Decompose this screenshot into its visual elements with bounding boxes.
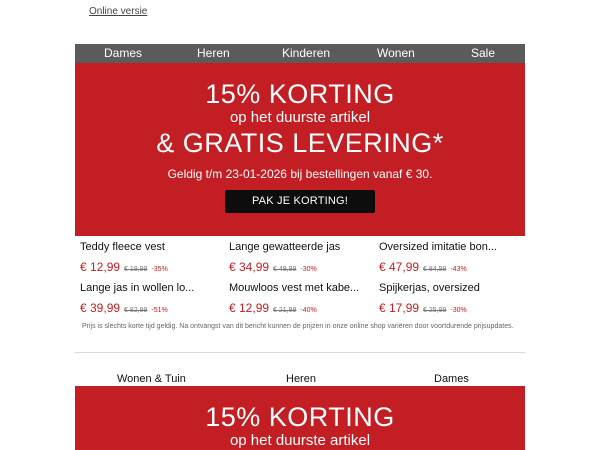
product-name[interactable]: Teddy fleece vest <box>80 241 165 253</box>
product-name[interactable]: Lange jas in wollen lo... <box>80 282 195 294</box>
nav-item-sale[interactable]: Sale <box>471 46 496 60</box>
nav-item-wonen[interactable]: Wonen <box>377 46 415 60</box>
product-price: € 47,99 <box>379 260 420 274</box>
product-prices <box>229 301 369 315</box>
promo-headline: 15% KORTING <box>205 402 395 432</box>
product-name[interactable]: Oversized imitatie bon... <box>379 241 497 253</box>
product-price: € 39,99 <box>80 301 121 315</box>
product-discount: -40% <box>300 307 317 314</box>
online-version-link[interactable]: Online versie <box>89 6 148 17</box>
product-card[interactable] <box>80 240 220 274</box>
promo-subline: op het duurste artikel <box>229 432 371 449</box>
product-discount: -30% <box>300 266 317 273</box>
section-divider <box>75 352 525 353</box>
product-prices <box>379 301 519 315</box>
product-price: € 34,99 <box>229 260 270 274</box>
product-name[interactable]: Lange gewatteerde jas <box>229 241 341 253</box>
product-discount: -51% <box>151 307 168 314</box>
nav-item-dames[interactable]: Dames <box>104 46 143 60</box>
product-discount: -35% <box>151 266 168 273</box>
product-old-price: € 49,99 <box>273 266 297 273</box>
product-prices <box>379 260 519 274</box>
nav-item-kinderen[interactable]: Kinderen <box>282 46 331 60</box>
product-card[interactable] <box>379 281 519 315</box>
product-card[interactable] <box>229 281 369 315</box>
product-price: € 17,99 <box>379 301 420 315</box>
promo-banner[interactable] <box>75 63 525 236</box>
promo-subline: op het duurste artikel <box>229 109 371 126</box>
promo-validity: Geldig t/m 23-01-2026 bij bestellingen vanaf € 30. <box>167 167 433 181</box>
nav-item-heren[interactable]: Heren <box>197 46 230 60</box>
product-old-price: € 25,99 <box>423 307 447 314</box>
product-discount: -43% <box>450 266 467 273</box>
product-discount: -30% <box>450 307 467 314</box>
category-nav <box>75 44 525 63</box>
product-price: € 12,99 <box>229 301 270 315</box>
product-prices <box>80 260 220 274</box>
product-old-price: € 21,99 <box>273 307 297 314</box>
promo-headline-delivery: & GRATIS LEVERING* <box>156 128 444 158</box>
nav2-item-heren[interactable]: Heren <box>286 373 316 385</box>
product-old-price: € 82,99 <box>124 307 148 314</box>
get-discount-button[interactable]: PAK JE KORTING! <box>225 190 375 213</box>
nav2-item-dames[interactable]: Dames <box>434 373 469 385</box>
product-name[interactable]: Mouwloos vest met kabe... <box>229 282 360 294</box>
promo-banner-secondary[interactable] <box>75 386 525 450</box>
product-card[interactable] <box>229 240 369 274</box>
product-old-price: € 84,99 <box>423 266 447 273</box>
product-price: € 12,99 <box>80 260 121 274</box>
product-old-price: € 19,99 <box>124 266 148 273</box>
price-disclaimer: Prijs is slechts korte tijd geldig. Na ontvangst van dit bericht kunnen de prijzen in onze online shop variëren door voortdurende prijsupdates. <box>82 323 514 330</box>
product-card[interactable] <box>80 281 220 315</box>
product-card[interactable] <box>379 240 519 274</box>
product-name[interactable]: Spijkerjas, oversized <box>379 282 480 294</box>
product-prices <box>229 260 369 274</box>
promo-headline: 15% KORTING <box>205 79 395 109</box>
product-prices <box>80 301 220 315</box>
nav2-item-wonen-tuin[interactable]: Wonen & Tuin <box>117 373 186 385</box>
